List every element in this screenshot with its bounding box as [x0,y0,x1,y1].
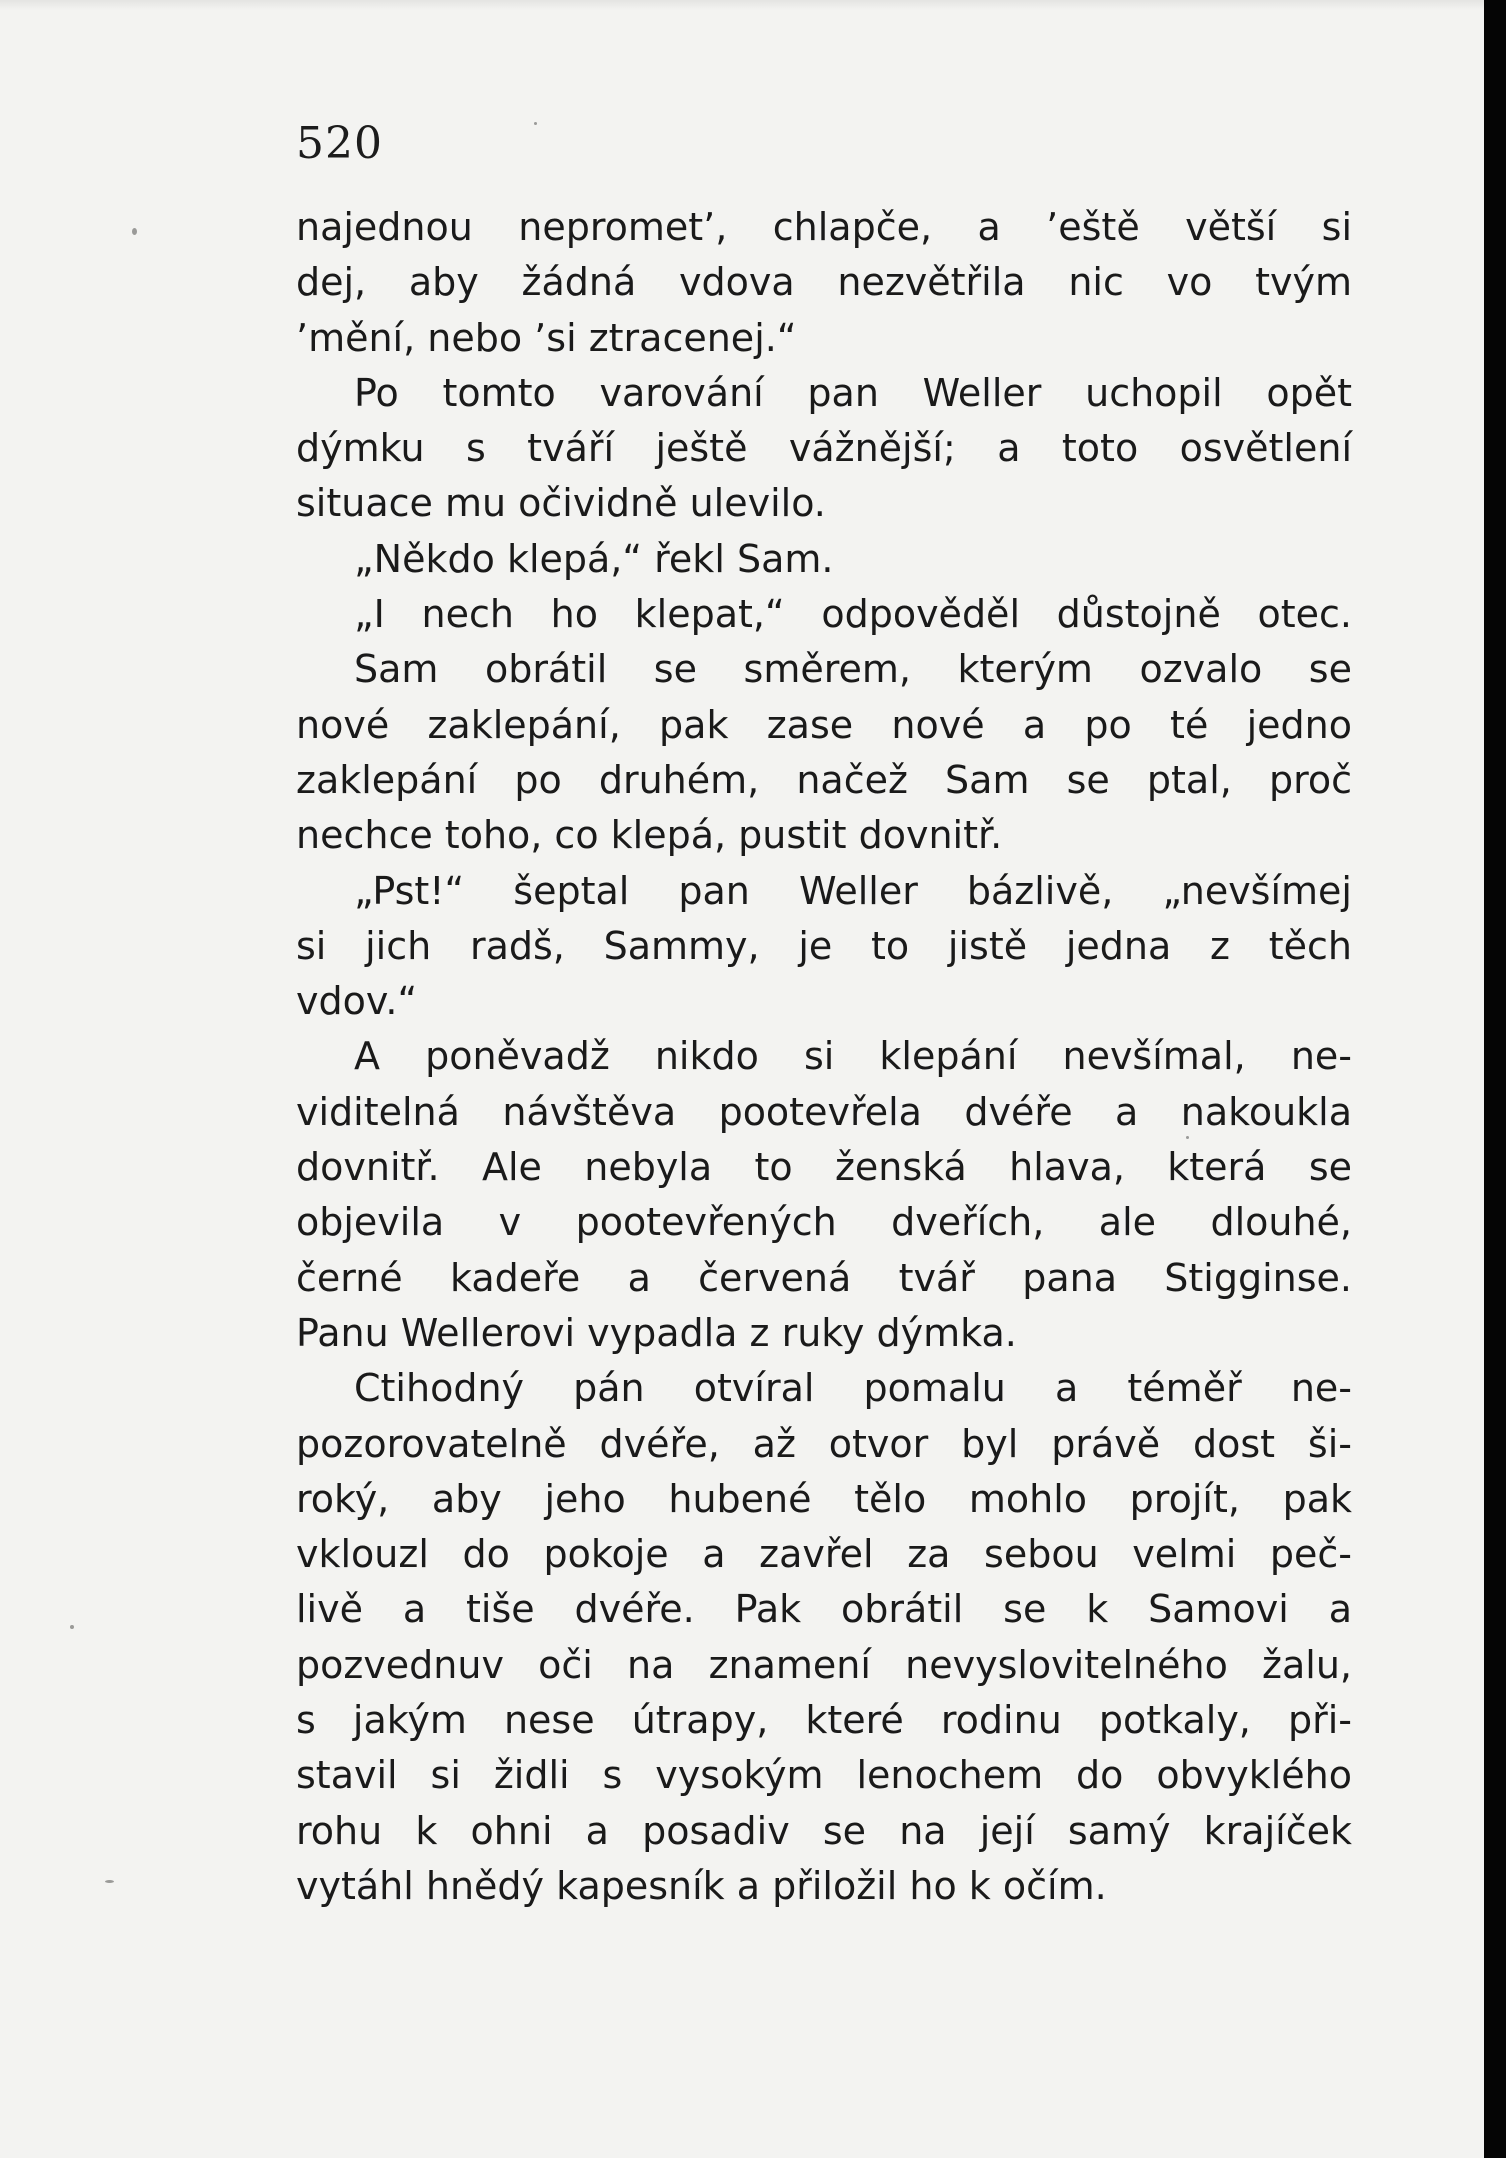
text-line: Sam obrátil se směrem, kterým ozvalo se [354,647,1352,692]
page-number: 520 [296,118,383,169]
scan-top-edge [0,0,1484,10]
text-line: nechce toho, co klepá, pustit dovnitř. [296,813,1003,858]
text-line: Panu Wellerovi vypadla z ruky dýmka. [296,1310,1017,1355]
text-line: zaklepání po druhém, načež Sam se ptal, proč [296,757,1352,802]
text-line: si jich radš, Sammy, je to jistě jedna z těch [296,923,1352,968]
text-line: situace mu očividně ulevilo. [296,481,826,526]
text-line: vklouzl do pokoje a zavřel za sebou velmi peč- [296,1532,1352,1577]
text-line: „Někdo klepá,“ řekl Sam. [354,536,834,581]
text-line: viditelná návštěva pootevřela dvéře a nakoukla [296,1089,1352,1134]
text-line: roký, aby jeho hubené tělo mohlo projít, pak [296,1476,1352,1521]
text-line: nové zaklepání, pak zase nové a po té jedno [296,702,1352,747]
text-line: vdov.“ [296,979,418,1024]
text-line: vytáhl hnědý kapesník a přiložil ho k očím. [296,1863,1107,1908]
text-line: dovnitř. Ale nebyla to ženská hlava, která se [296,1145,1352,1190]
scan-speck [534,122,537,125]
scan-speck [105,1880,114,1883]
body-text [296,200,1352,1914]
text-line: „Pst!“ šeptal pan Weller bázlivě, „nevšímej [354,868,1352,913]
text-line: A poněvadž nikdo si klepání nevšímal, ne- [354,1034,1352,1079]
text-line: rohu k ohni a posadiv se na její samý krajíček [296,1808,1352,1853]
text-line: najednou nepromet’, chlapče, a ’eště větší si [296,205,1352,249]
text-line: s jakým nese útrapy, které rodinu potkaly, při- [296,1698,1352,1743]
text-line: objevila v pootevřených dveřích, ale dlouhé, [296,1200,1352,1245]
text-line: „I nech ho klepat,“ odpověděl důstojně otec. [354,592,1352,637]
text-line: pozvednuv oči na znamení nevyslovitelného žalu, [296,1642,1352,1687]
text-line: černé kadeře a červená tvář pana Stigginse. [296,1255,1352,1300]
text-line: dej, aby žádná vdova nezvětřila nic vo tvým [296,260,1352,305]
text-line: Ctihodný pán otvíral pomalu a téměř ne- [354,1366,1352,1411]
text-line: livě a tiše dvéře. Pak obrátil se k Samovi a [296,1587,1352,1632]
text-line: Po tomto varování pan Weller uchopil opět [354,370,1352,415]
text-line: stavil si židli s vysokým lenochem do obvyklého [296,1753,1352,1798]
scan-speck [70,1625,74,1629]
text-line: pozorovatelně dvéře, až otvor byl právě dost ši- [296,1421,1352,1466]
text-line: dýmku s tváří ještě vážnější; a toto osvětlení [296,426,1352,471]
text-line: ’mění, nebo ’si ztracenej.“ [296,315,797,360]
scan-speck [132,228,137,235]
scan-right-border [1484,0,1506,2158]
